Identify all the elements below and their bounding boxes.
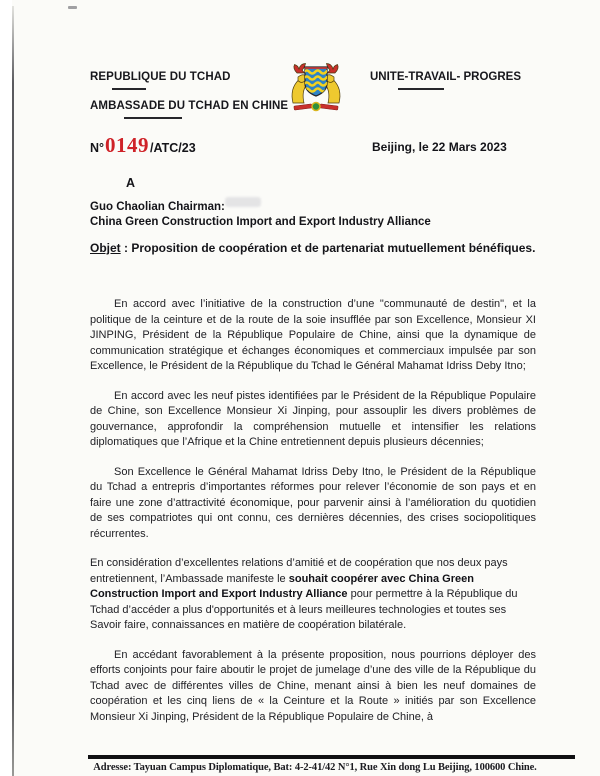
salutation: A	[126, 176, 136, 190]
national-motto: UNITE-TRAVAIL- PROGRES	[370, 71, 521, 83]
footer-address: Adresse: Tayuan Campus Diplomatique, Bat: 4-2-41/42 N°1, Rue Xin dong Lu Beijing, 100600 Chine.	[93, 762, 537, 773]
footer-divider	[88, 755, 575, 759]
body-paragraph	[90, 556, 536, 634]
subject-label: Objet	[90, 241, 121, 255]
scan-left-margin	[0, 0, 12, 776]
letterhead-right	[370, 71, 521, 90]
recipient-organization: China Green Construction Import and Export Industry Alliance	[90, 216, 431, 228]
paragraph-text: En considération d’excellentes relations d’amitié et de coopération que nos deux pays entretiennent, l’Ambassade manifeste le	[90, 557, 508, 585]
paragraph-text: pour permettre à la République du Tchad d’accéder a plus d'opportunités et à leurs meilleures technologies et toutes ses Savoir faire, connaissances en matière de coopération bilatérale.	[90, 588, 518, 631]
reference-suffix: /ATC/23	[150, 141, 196, 155]
recipient-name: Guo Chaolian Chairman:	[90, 201, 225, 213]
divider	[398, 88, 444, 90]
subject-line	[90, 240, 546, 256]
reference-prefix: N°	[90, 141, 105, 155]
divider	[112, 88, 146, 90]
body-paragraph: En accédant favorablement à la présente proposition, nous pourrions déployer des efforts conjoints pour faire aboutir le projet de jumelage d’une des ville de la République du Tchad avec de différentes villes de Chine, menant ainsi à bien les neuf domaines de coopération et les cinq liens de « la Ceinture et la Route » initiés par son Excellence Monsieur Xi Jinping, Président de la République Populaire de Chine, à	[90, 648, 536, 723]
body-paragraph: En accord avec les neuf pistes identifiées par le Président de la République Populaire de Chine, son Excellence Monsieur Xi Jinping, pour assouplir les divers problèmes de gouvernance, approfondir la compréhension mutuelle et intensifier les relations diplomatiques que l’Afrique et la Chine entretiennent depuis plusieurs décennies;	[90, 389, 536, 448]
reference-line	[90, 133, 196, 158]
embassy-title: AMBASSADE DU TCHAD EN CHINE	[90, 100, 289, 112]
divider	[124, 117, 182, 119]
republic-title: REPUBLIQUE DU TCHAD	[90, 71, 231, 83]
highlighted-partner-name: souhait coopérer avec China Green Construction Import and Export Industry Alliance	[90, 572, 474, 600]
scan-page-edge	[12, 6, 14, 776]
dateline: Beijing, le 22 Mars 2023	[372, 140, 507, 154]
reference-number-stamp: 0149	[105, 133, 150, 157]
letterhead-left	[90, 71, 288, 119]
subject-separator: :	[120, 241, 132, 255]
body-paragraph: En accord avec l’initiative de la construction d’une "communauté de destin", et la politique de la ceinture et de la route de la soie insufflée par son Excellence, Monsieur XI JINPING, Président de la République Populaire de Chine, ainsi que la dynamique de communication stratégique et échanges économiques et commerciaux impulsée par son Excellence, le Président de la République du Tchad le Général Mahamat Idriss Deby Itno;	[90, 298, 536, 372]
recipient-block	[90, 200, 431, 230]
scan-artifact	[68, 6, 77, 9]
chad-coat-of-arms-icon	[283, 59, 349, 117]
subject-text: Proposition de coopération et de partenariat mutuellement bénéfiques.	[131, 241, 536, 255]
body-paragraph: Son Excellence le Général Mahamat Idriss Deby Itno, le Président de la République du Tchad a entrepris d’importantes réformes pour relever l’économie de son pays et en faire une zone d’attractivité économique, pour parvenir ainsi à l’amélioration du quotidien de ses compatriotes qui ont connu, ces dernières décennies, des crises sociopolitiques récurrentes.	[90, 465, 536, 540]
letter-body	[90, 297, 536, 739]
